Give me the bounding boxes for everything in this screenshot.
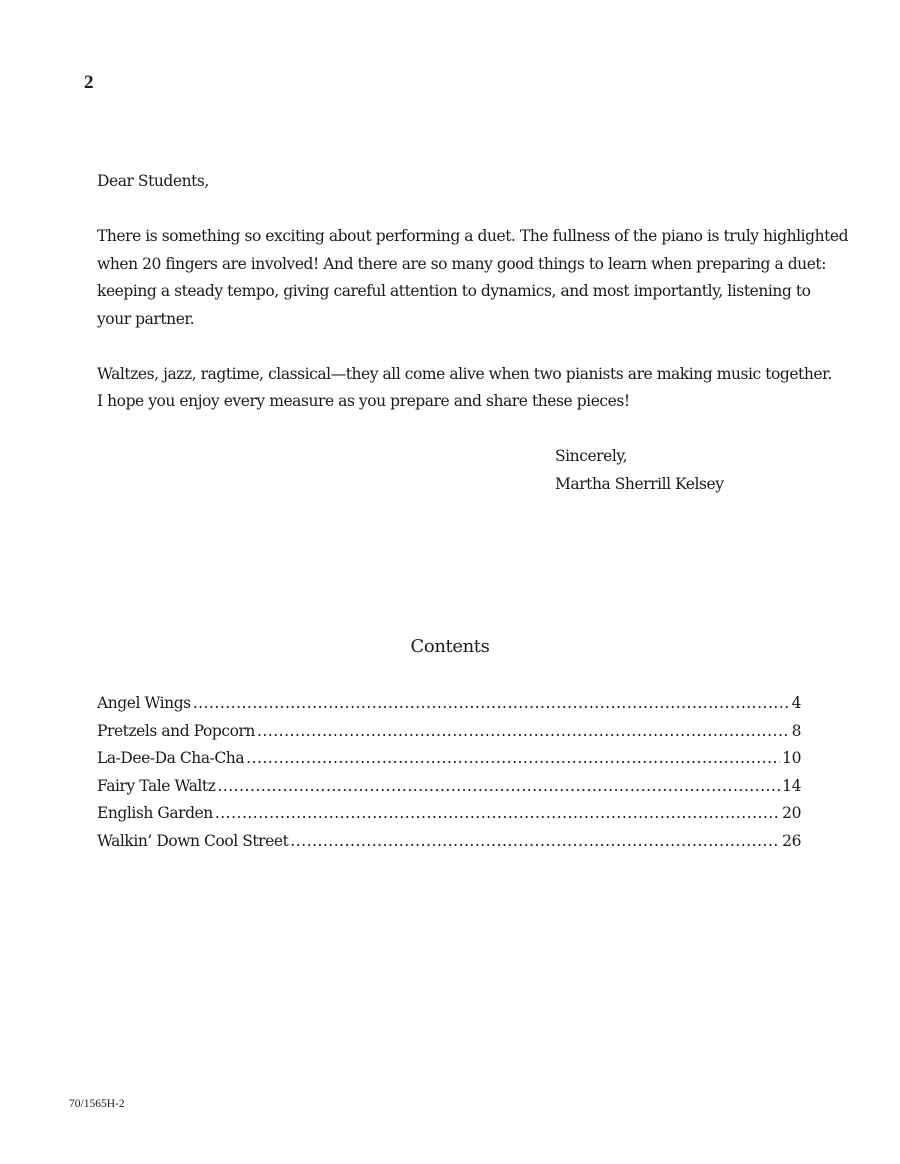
- toc-entry-title: La-Dee-Da Cha-Cha: [97, 749, 245, 767]
- toc-entry-page: 4: [791, 694, 801, 712]
- toc-entry-page: 26: [782, 831, 801, 850]
- toc-entry-title: Walkin’ Down Cool Street: [97, 831, 289, 850]
- toc-entry-title: Fairy Tale Waltz: [97, 776, 216, 795]
- letter-signoff: [555, 443, 724, 498]
- closing: Sincerely,: [555, 447, 628, 465]
- salutation: Dear Students,: [97, 172, 209, 190]
- paragraph-line: when 20 fingers are involved! And there are so many good things to learn when preparing a duet:: [97, 254, 826, 273]
- dot-leader: [246, 745, 780, 773]
- toc-entry: [97, 828, 801, 856]
- toc-entry-page: 20: [782, 804, 801, 822]
- dot-leader: [217, 773, 780, 801]
- paragraph-line: Waltzes, jazz, ragtime, classical—they all come alive when two pianists are making music together.: [97, 364, 832, 383]
- dot-leader: [193, 690, 790, 718]
- paragraph-line: keeping a steady tempo, giving careful attention to dynamics, and most importantly, listening to: [97, 282, 811, 300]
- toc-entry-title: Angel Wings: [97, 694, 191, 712]
- dot-leader: [215, 800, 780, 828]
- toc-entry: [97, 718, 801, 746]
- toc-entry: [97, 690, 801, 718]
- letter-paragraph-1: [97, 223, 849, 333]
- toc-entry-page: 8: [791, 721, 801, 740]
- paragraph-line: I hope you enjoy every measure as you prepare and share these pieces!: [97, 392, 630, 410]
- signature: Martha Sherrill Kelsey: [555, 474, 724, 493]
- letter-paragraph-2: [97, 361, 832, 416]
- toc-entry-page: 14: [782, 776, 801, 795]
- table-of-contents: [97, 690, 801, 855]
- page-number: 2: [84, 72, 94, 93]
- toc-entry: [97, 800, 801, 828]
- paragraph-line: your partner.: [97, 309, 195, 328]
- toc-entry-title: English Garden: [97, 804, 213, 822]
- toc-entry: [97, 745, 801, 773]
- toc-entry: [97, 773, 801, 801]
- dot-leader: [257, 718, 790, 746]
- toc-entry-title: Pretzels and Popcorn: [97, 721, 255, 740]
- dot-leader: [290, 828, 780, 856]
- toc-entry-page: 10: [782, 749, 801, 767]
- letter-body: [97, 168, 849, 443]
- catalog-code: 70/1565H-2: [69, 1098, 125, 1110]
- contents-heading: Contents: [410, 636, 490, 657]
- paragraph-line: There is something so exciting about performing a duet. The fullness of the piano is truly highlighted: [97, 227, 849, 245]
